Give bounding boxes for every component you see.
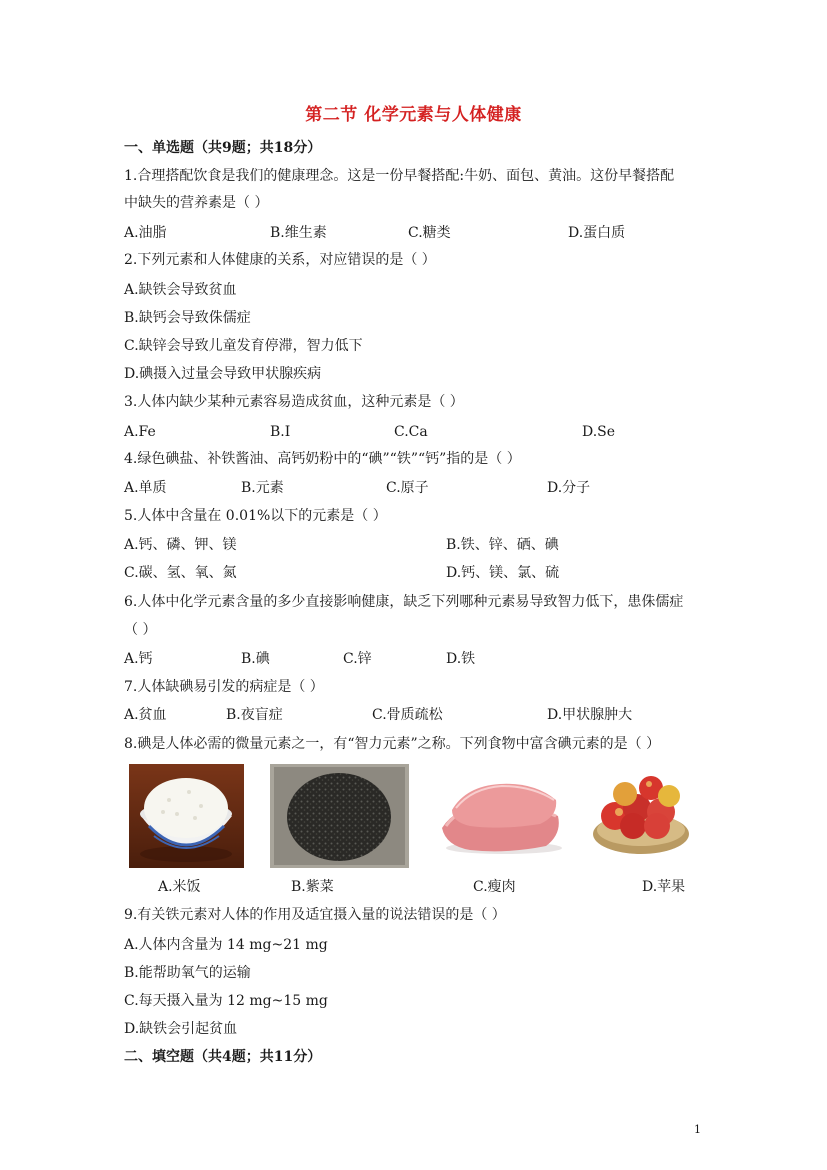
q5-option-b: B.铁、锌、硒、碘 [446,537,559,553]
q1-option-a: A.油脂 [124,225,167,241]
page-title: 第二节 化学元素与人体健康 [305,105,522,125]
q1-option-d: D.蛋白质 [568,225,626,241]
q8-option-d: D.苹果 [642,879,686,895]
question-9-stem: 9.有关铁元素对人体的作用及适宜摄入量的说法错误的是（ ） [124,907,506,923]
question-1-stem-cont: 中缺失的营养素是（ ） [124,195,269,211]
seaweed-image [270,764,409,868]
page-number: 1 [694,1123,701,1136]
q7-option-b: B.夜盲症 [226,707,283,723]
rice-image [129,764,244,868]
q3-option-a: A.Fe [124,424,156,440]
question-5-stem: 5.人体中含量在 0.01%以下的元素是（ ） [124,508,387,524]
q8-option-a: A.米饭 [158,879,201,895]
q1-option-b: B.维生素 [270,225,327,241]
question-1-stem: 1.合理搭配饮食是我们的健康理念。这是一份早餐搭配:牛奶、面包、黄油。这份早餐搭配 [124,168,675,184]
q3-option-d: D.Se [582,424,616,440]
section-heading-fill-blank: 二、填空题（共4题；共11分） [124,1049,322,1065]
q4-option-c: C.原子 [386,480,429,496]
q6-option-b: B.碘 [241,651,270,667]
q9-option-c: C.每天摄入量为 12 mg~15 mg [124,993,328,1009]
q9-option-d: D.缺铁会引起贫血 [124,1021,238,1037]
q2-option-b: B.缺钙会导致侏儒症 [124,310,251,326]
q4-option-d: D.分子 [547,480,591,496]
apples-image [589,764,693,868]
q4-option-a: A.单质 [124,480,167,496]
q7-option-d: D.甲状腺肿大 [547,707,633,723]
question-8-stem: 8.碘是人体必需的微量元素之一，有“智力元素”之称。下列食物中富含碘元素的是（ ） [124,736,661,752]
q8-option-b: B.紫菜 [291,879,334,895]
question-7-stem: 7.人体缺碘易引发的病症是（ ） [124,679,324,695]
q3-option-b: B.I [270,424,291,440]
question-3-stem: 3.人体内缺少某种元素容易造成贫血，这种元素是（ ） [124,394,464,410]
q6-option-d: D.铁 [446,651,476,667]
question-6-stem-cont: （ ） [124,622,157,638]
q5-option-d: D.钙、镁、氯、硫 [446,565,560,581]
q7-option-c: C.骨质疏松 [372,707,443,723]
q4-option-b: B.元素 [241,480,284,496]
q5-option-a: A.钙、磷、钾、镁 [124,537,237,553]
q2-option-a: A.缺铁会导致贫血 [124,282,237,298]
section-heading-single-choice: 一、单选题（共9题；共18分） [124,140,322,156]
q8-option-c: C.瘦肉 [473,879,516,895]
q9-option-b: B.能帮助氧气的运输 [124,965,251,981]
question-6-stem: 6.人体中化学元素含量的多少直接影响健康，缺乏下列哪种元素易导致智力低下，患侏儒症 [124,594,684,610]
q3-option-c: C.Ca [394,424,428,440]
question-4-stem: 4.绿色碘盐、补铁酱油、高钙奶粉中的“碘”“铁”“钙”指的是（ ） [124,451,521,467]
q6-option-a: A.钙 [124,651,153,667]
q5-option-c: C.碳、氢、氧、氮 [124,565,237,581]
q2-option-c: C.缺锌会导致儿童发育停滞，智力低下 [124,338,363,354]
q6-option-c: C.锌 [343,651,372,667]
q7-option-a: A.贫血 [124,707,167,723]
question-2-stem: 2.下列元素和人体健康的关系，对应错误的是（ ） [124,252,436,268]
q9-option-a: A.人体内含量为 14 mg~21 mg [124,937,328,953]
q2-option-d: D.碘摄入过量会导致甲状腺疾病 [124,366,322,382]
lean-meat-image [436,764,566,868]
q1-option-c: C.糖类 [408,225,451,241]
